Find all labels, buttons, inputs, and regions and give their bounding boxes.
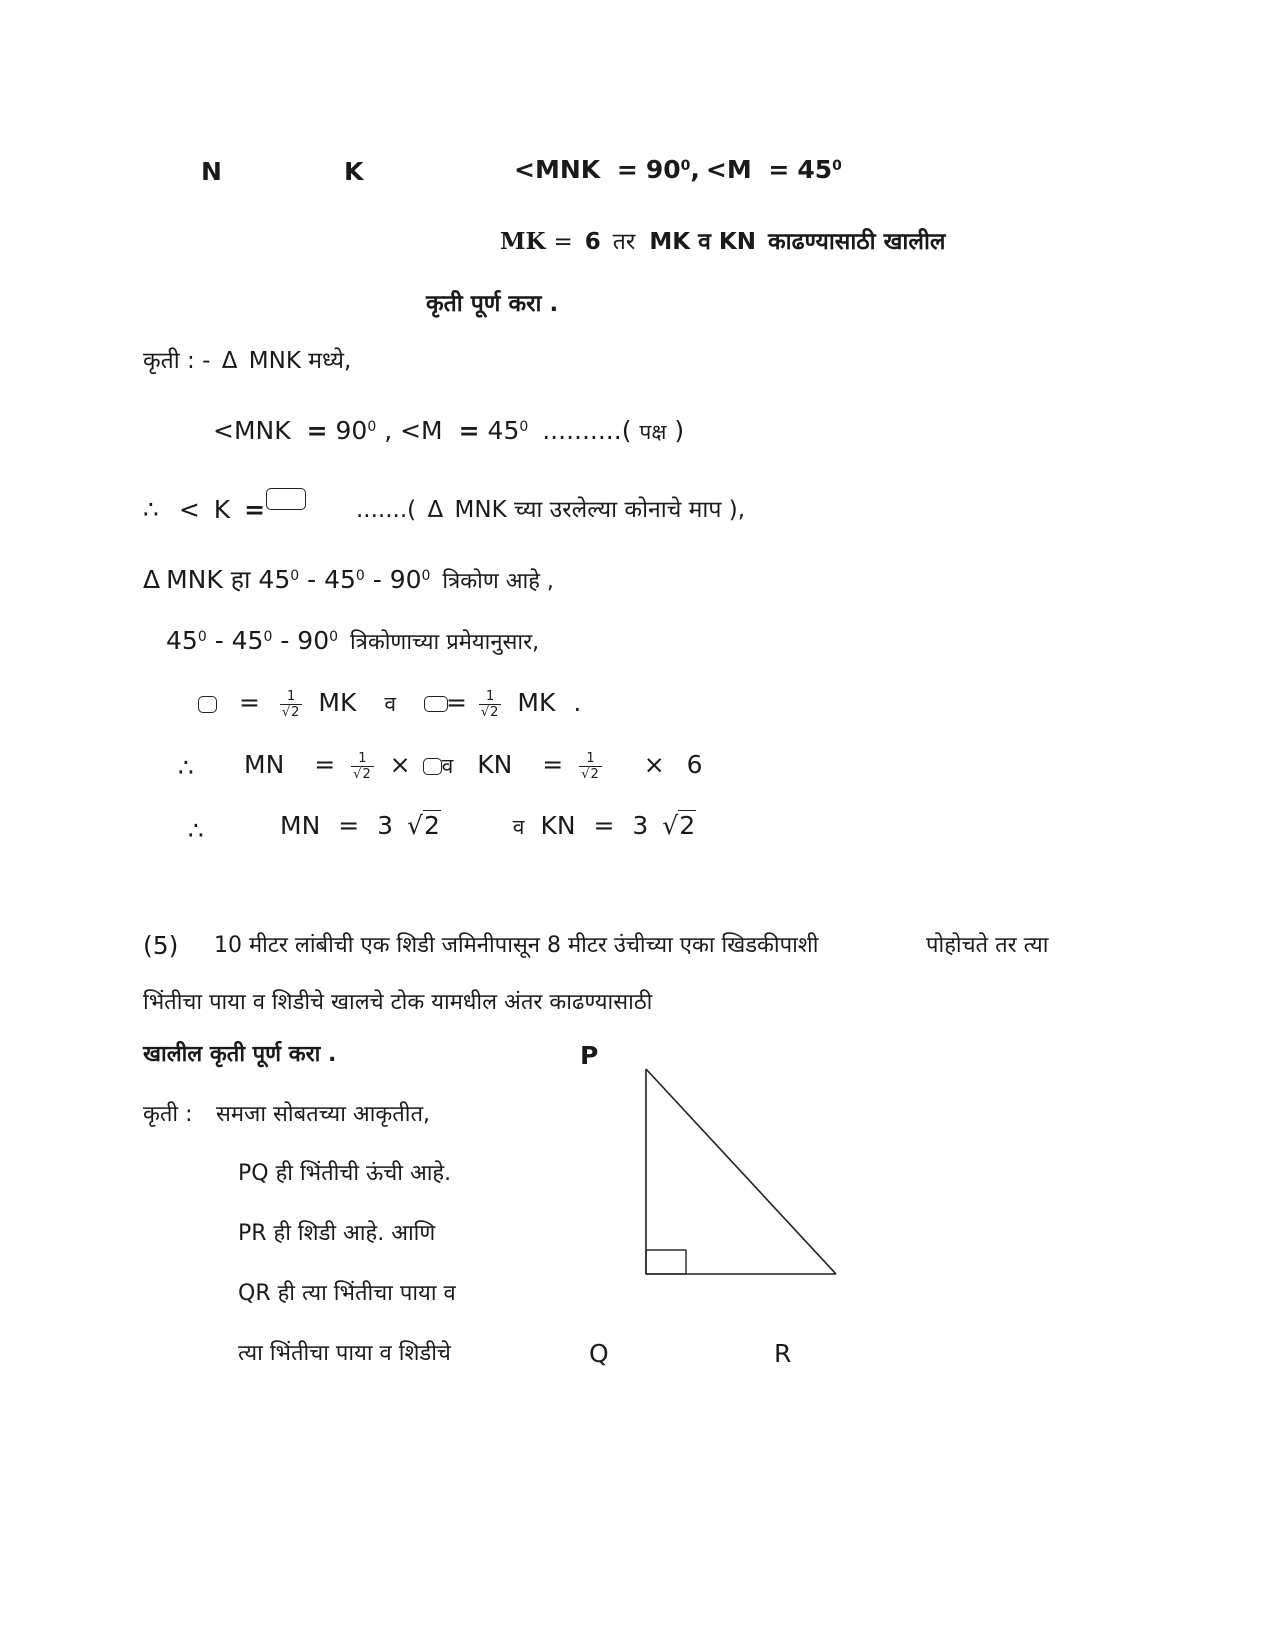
therefore-symbol: ∴ (178, 753, 194, 782)
pq-description: PQ ही भिंतीची ऊंची आहे. (238, 1161, 452, 1186)
question-instruction: खालील कृती पूर्ण करा . (143, 1042, 337, 1067)
vertex-label-n: N (201, 157, 222, 186)
given-angles: $<MNK = 90^0$, $<M = 45^0$ (514, 155, 842, 184)
fraction-one-over-root-two: $\frac{1}{√2}$ (351, 751, 374, 782)
fraction-one-over-root-two: $\frac{1}{√2}$ (479, 689, 502, 720)
angles-row: $<MNK = 90^0$ , $<M = 45^0$ ..........( पक्ष ) (213, 416, 685, 445)
mn-kn-calc-row: MN = $\frac{1}{√2}$ × व KN = $\frac{1}{√2}$ × 6 (244, 750, 703, 782)
last-description: त्या भिंतीचा पाया व शिडीचे (238, 1341, 451, 1366)
final-answer-row: MN = 3 √2 व KN = 3 √2 (280, 811, 696, 840)
vertex-label-q: Q (589, 1339, 609, 1368)
assume-figure-line: समजा सोबतच्या आकृतीत, (216, 1102, 431, 1127)
vertex-label-k: K (344, 157, 364, 186)
activity-intro: कृती : - Δ MNK मध्ये, (143, 348, 352, 374)
therefore-symbol: ∴ (188, 816, 204, 845)
angle-k-row: ∴ < K = (143, 495, 266, 524)
theorem-row: $45^0 - 45^0 - 90^0$ त्रिकोणाच्या प्रमेयानुसार, (166, 626, 540, 655)
activity-label: कृती : (143, 1102, 193, 1127)
question-text-line1: 10 मीटर लांबीची एक शिडी जमिनीपासून 8 मीटर उंचीच्या एका खिडकीपाशी (214, 933, 819, 958)
fraction-one-over-root-two: $\frac{1}{√2}$ (579, 751, 602, 782)
question-number: (5) (143, 931, 179, 960)
fraction-one-over-root-two: $\frac{1}{√2}$ (280, 689, 303, 720)
right-angle-marker (646, 1250, 686, 1274)
root-two: √2 (662, 811, 696, 840)
question-text-line2: भिंतीचा पाया व शिडीचे खालचे टोक यामधील अंतर काढण्यासाठी (143, 990, 653, 1015)
qr-description: QR ही त्या भिंतीचा पाया व (238, 1281, 456, 1306)
question-text-line1-end: पोहोचते तर त्या (926, 933, 1049, 958)
therefore-symbol: ∴ (143, 495, 159, 524)
vertex-label-p: P (580, 1041, 599, 1070)
triangle-type-row: Δ MNK हा $45^0 - 45^0 - 90^0$ त्रिकोण आहे , (143, 565, 554, 594)
given-side-line: MK = 6 तर MK व KN काढण्यासाठी खालील (500, 228, 946, 255)
complete-activity-heading: कृती पूर्ण करा . (426, 291, 559, 317)
root-two: √2 (407, 811, 440, 840)
delta-symbol: Δ (221, 348, 238, 374)
side-ratio-row: = $\frac{1}{√2}$ MK व = $\frac{1}{√2}$ MK . (198, 688, 581, 720)
vertex-label-r: R (774, 1339, 792, 1368)
side-pr (646, 1069, 836, 1274)
angle-k-reason: .......( Δ MNK च्या उरलेल्या कोनाचे माप ), (356, 497, 746, 523)
pr-description: PR ही शिडी आहे. आणि (238, 1221, 436, 1246)
